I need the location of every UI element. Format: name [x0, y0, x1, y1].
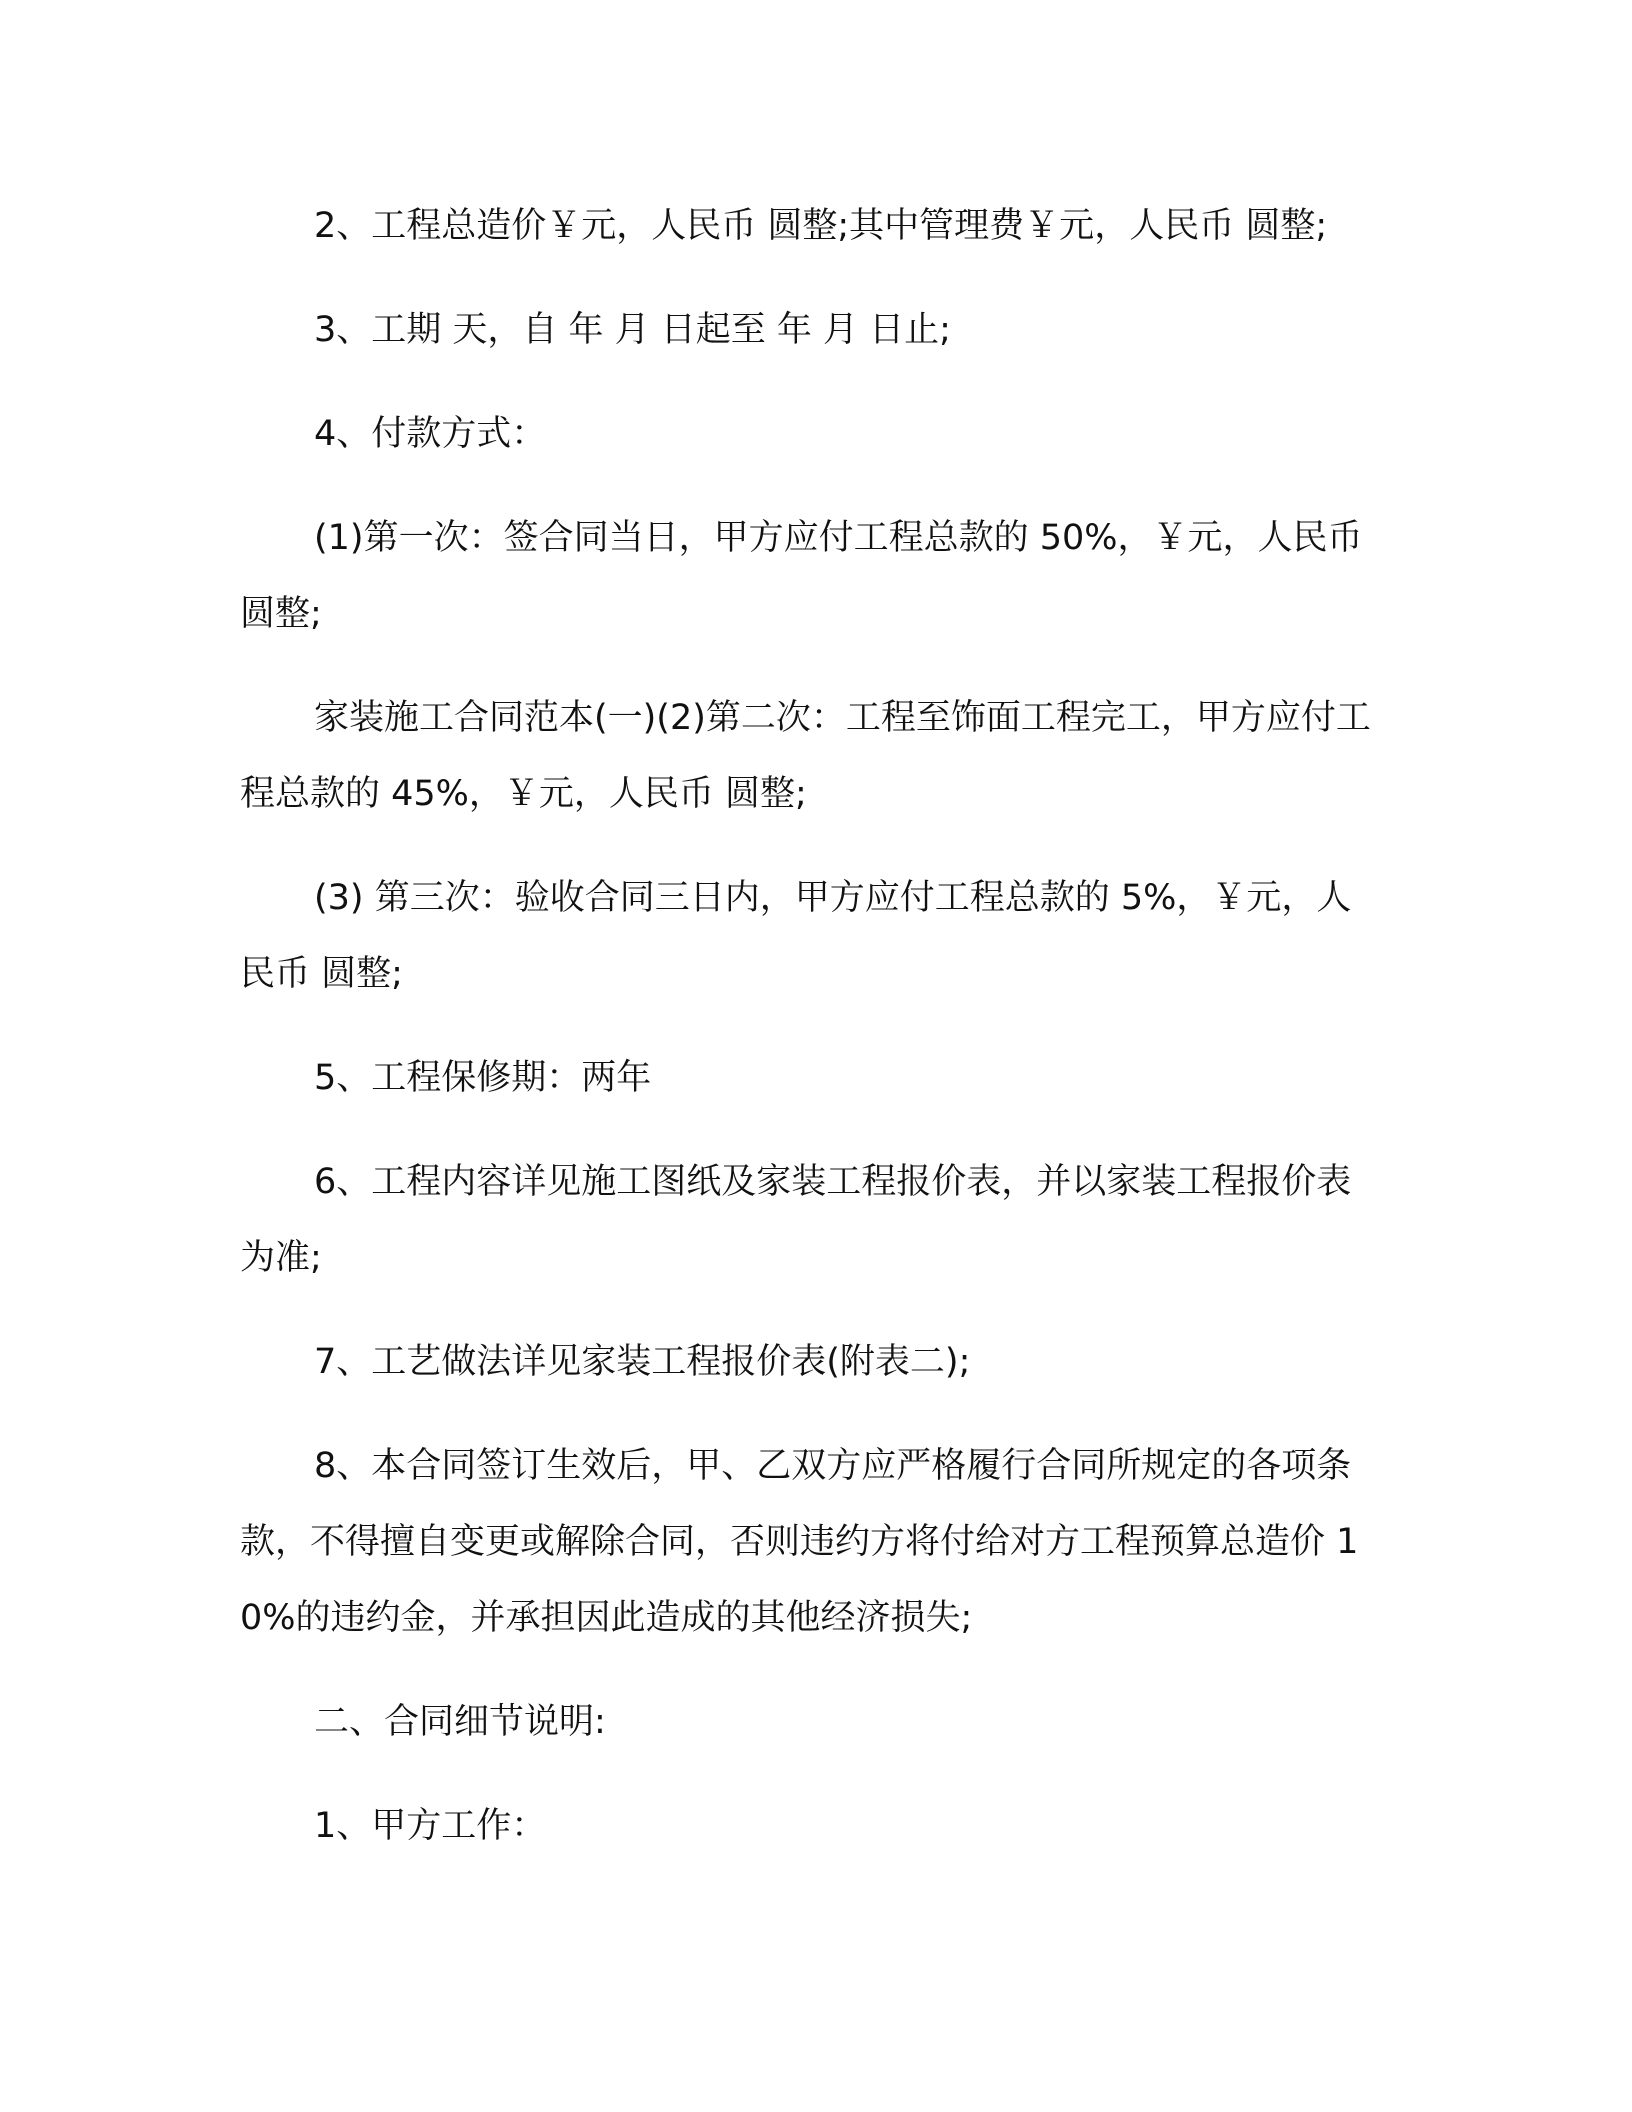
clause-payment-third: (3) 第三次：验收合同三日内，甲方应付工程总款的 5%，￥元，人民币 圆整; [240, 878, 1352, 994]
clause-total-cost: 2、工程总造价￥元，人民币 圆整;其中管理费￥元，人民币 圆整; [314, 206, 1328, 246]
clause-scope: 6、工程内容详见施工图纸及家装工程报价表，并以家装工程报价表为准; [240, 1162, 1352, 1278]
section-heading-details: 二、合同细节说明: [314, 1702, 606, 1742]
clause-workmanship: 7、工艺做法详见家装工程报价表(附表二); [314, 1342, 971, 1382]
clause-party-a-work: 1、甲方工作： [314, 1806, 547, 1846]
clause-payment-method: 4、付款方式： [314, 414, 547, 454]
document-body [240, 188, 1380, 1892]
clause-duration: 3、工期 天，自 年 月 日起至 年 月 日止; [314, 310, 951, 350]
clause-warranty: 5、工程保修期：两年 [314, 1058, 652, 1098]
clause-payment-second: 家装施工合同范本(一)(2)第二次：工程至饰面工程完工，甲方应付工程总款的 45%，￥元，人民币 圆整; [240, 698, 1371, 814]
clause-breach: 8、本合同签订生效后，甲、乙双方应严格履行合同所规定的各项条款，不得擅自变更或解除合同，否则违约方将付给对方工程预算总造价 10%的违约金，并承担因此造成的其他经济损失; [240, 1446, 1359, 1638]
clause-payment-first: (1)第一次：签合同当日，甲方应付工程总款的 50%，￥元，人民币 圆整; [240, 518, 1363, 634]
